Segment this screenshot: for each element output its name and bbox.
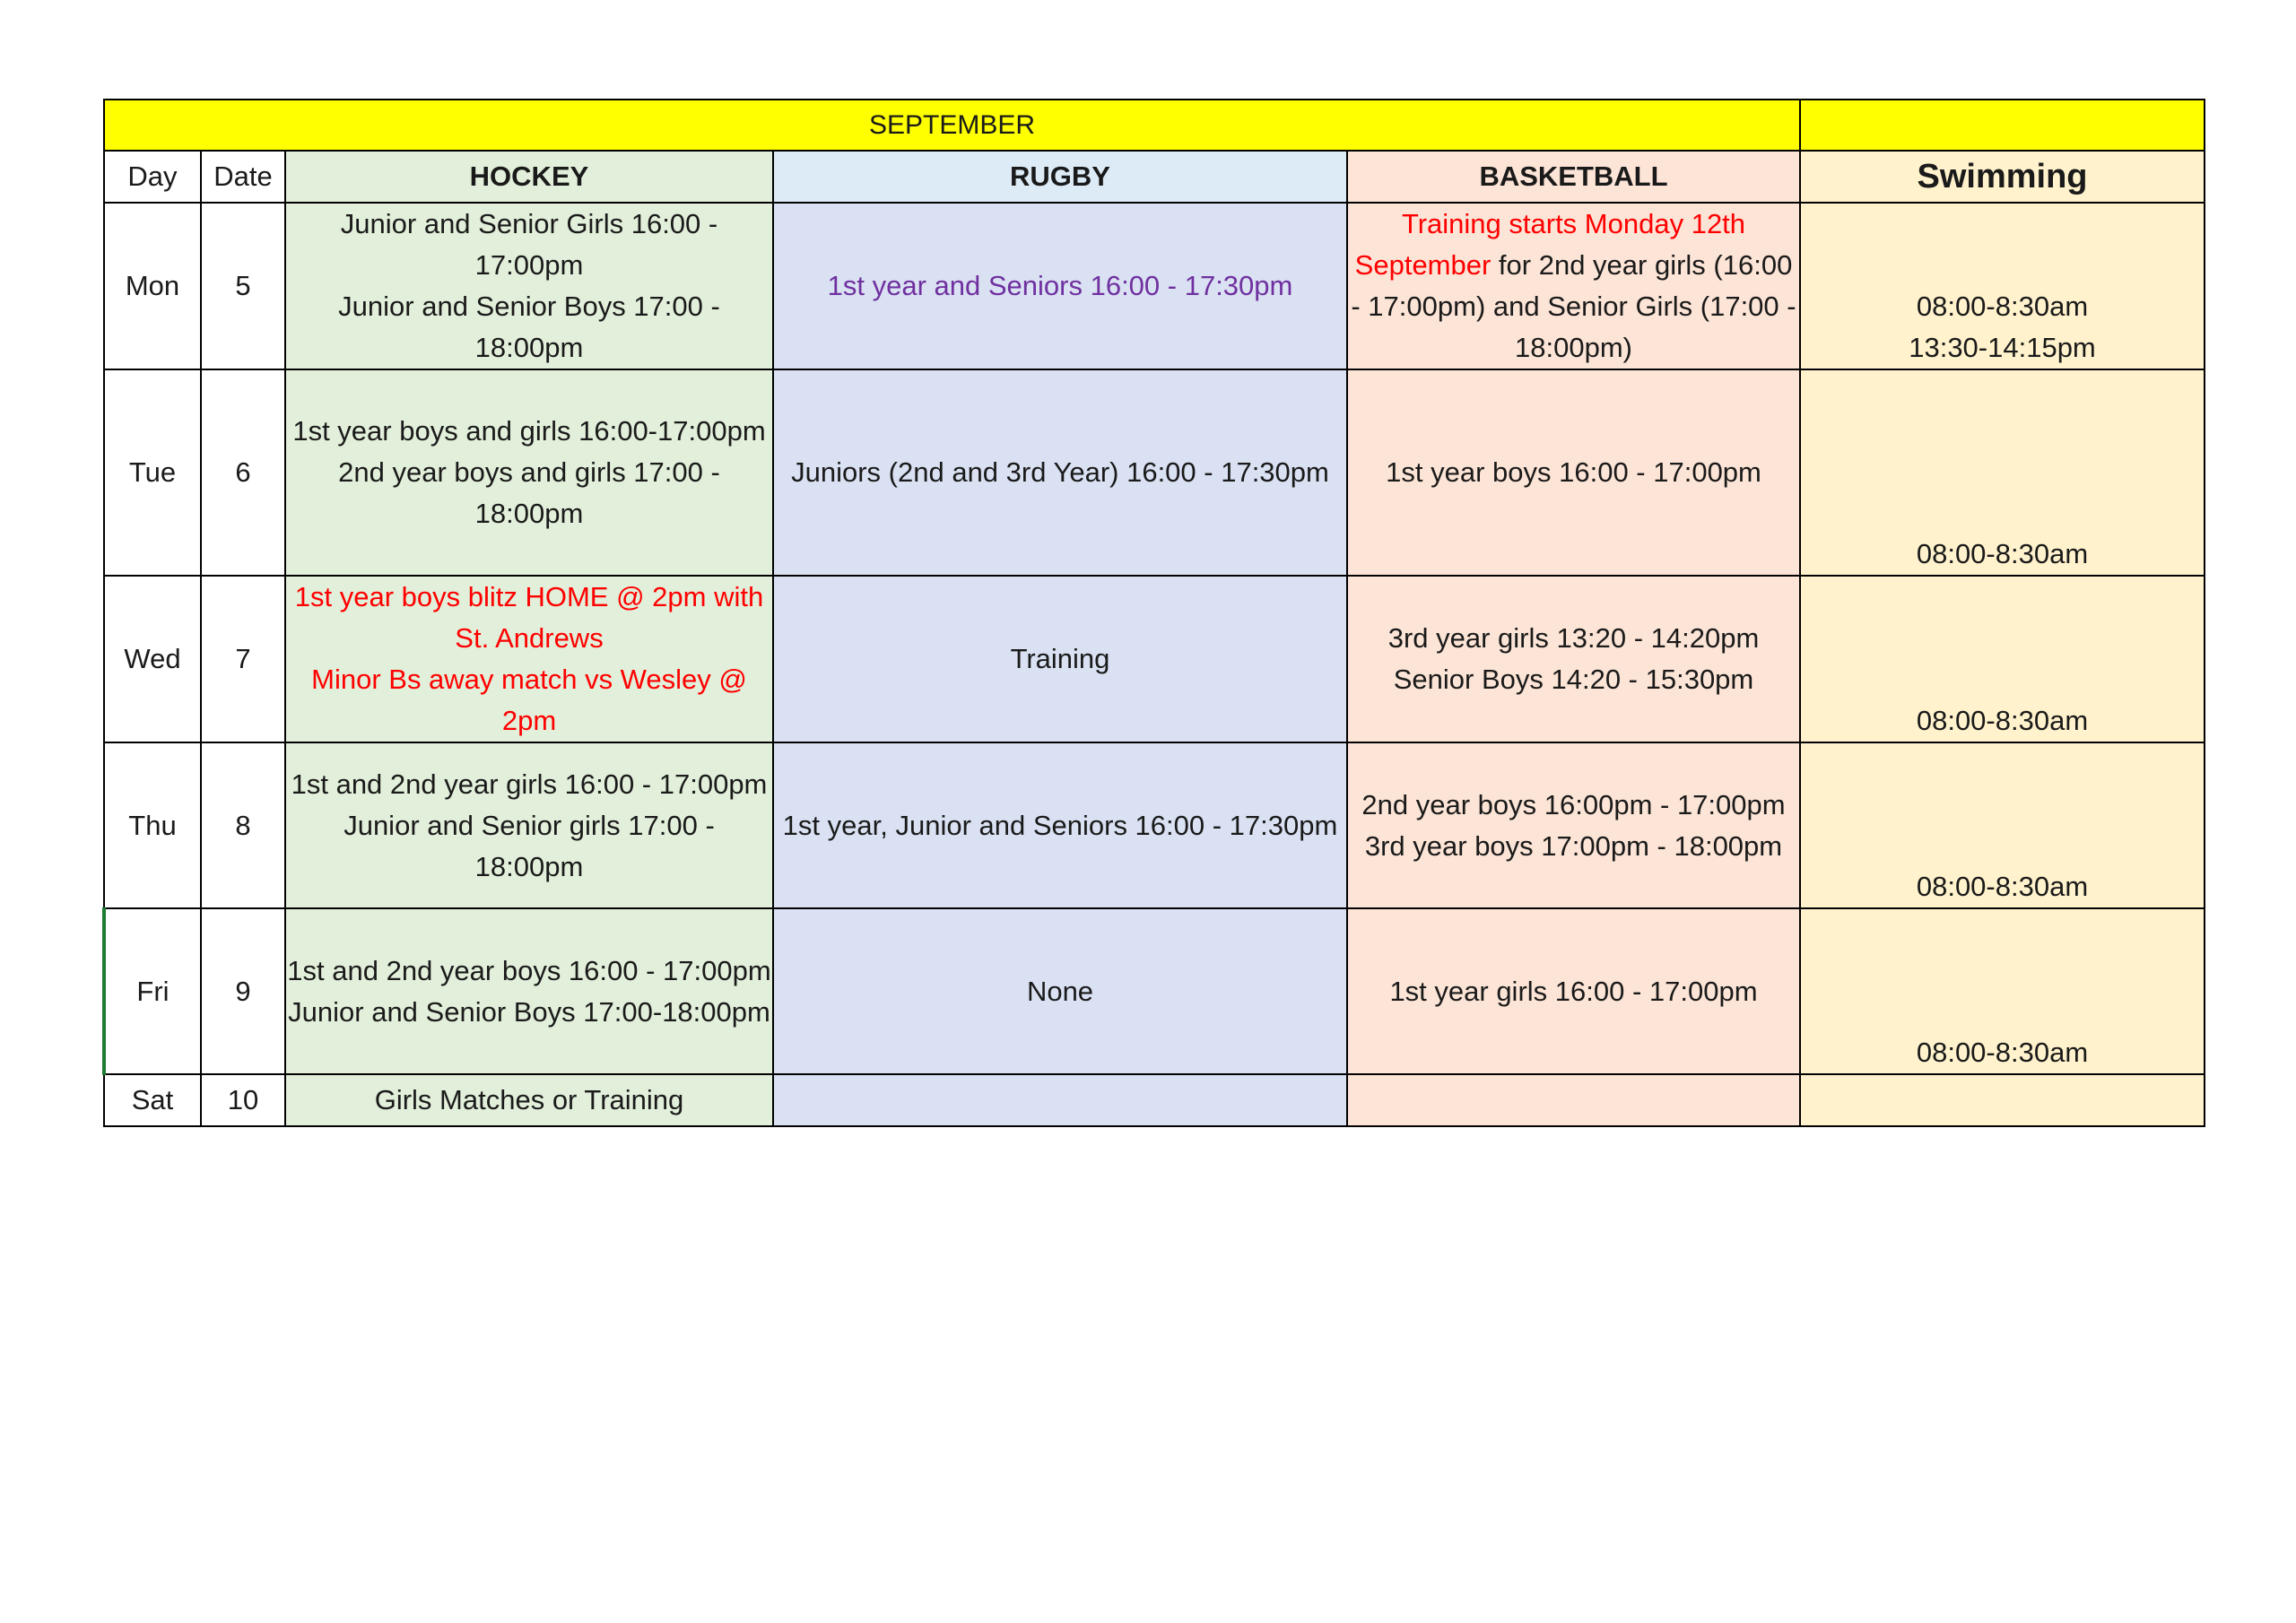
table-row <box>104 742 2205 908</box>
sports-schedule-table <box>102 99 2205 1127</box>
date-cell: 5 <box>201 203 285 369</box>
hockey-line: Junior and Senior Boys 17:00 - 18:00pm <box>338 291 720 363</box>
hockey-line: Minor Bs away match vs Wesley @ 2pm <box>311 664 747 736</box>
rugby-cell: 1st year and Seniors 16:00 - 17:30pm <box>773 203 1347 369</box>
swimming-cell <box>1800 742 2205 908</box>
basketball-cell <box>1347 576 1800 742</box>
swimming-line: 08:00-8:30am <box>1916 291 2089 322</box>
date-cell: 10 <box>201 1074 285 1126</box>
date-cell: 8 <box>201 742 285 908</box>
swimming-cell <box>1800 908 2205 1074</box>
table-row <box>104 369 2205 576</box>
month-title-blank-cell <box>1800 100 2205 151</box>
rugby-cell: Juniors (2nd and 3rd Year) 16:00 - 17:30pm <box>773 369 1347 576</box>
hockey-line: Junior and Senior Boys 17:00-18:00pm <box>288 995 770 1028</box>
day-cell: Tue <box>104 369 201 576</box>
basketball-cell: 1st year boys 16:00 - 17:00pm <box>1347 369 1800 576</box>
date-cell: 7 <box>201 576 285 742</box>
header-swimming: Swimming <box>1800 151 2205 203</box>
hockey-line: Junior and Senior Girls 16:00 - 17:00pm <box>340 208 718 281</box>
day-cell: Thu <box>104 742 201 908</box>
swimming-cell <box>1800 203 2205 369</box>
hockey-cell <box>285 576 773 742</box>
table-row <box>104 203 2205 369</box>
hockey-line: 1st and 2nd year girls 16:00 - 17:00pm <box>291 768 768 800</box>
header-rugby: RUGBY <box>773 151 1347 203</box>
day-cell: Mon <box>104 203 201 369</box>
table-row <box>104 1074 2205 1126</box>
swimming-cell <box>1800 1074 2205 1126</box>
header-basketball: BASKETBALL <box>1347 151 1800 203</box>
day-cell: Sat <box>104 1074 201 1126</box>
swimming-line: 08:00-8:30am <box>1916 538 2089 569</box>
column-header-row <box>104 151 2205 203</box>
schedule-sheet <box>102 99 2205 1127</box>
hockey-line: 2nd year boys and girls 17:00 - 18:00pm <box>338 456 720 529</box>
rugby-cell: Training <box>773 576 1347 742</box>
basketball-line: 3rd year girls 13:20 - 14:20pm <box>1387 622 1760 654</box>
hockey-cell <box>285 908 773 1074</box>
header-day: Day <box>104 151 201 203</box>
swimming-line: 08:00-8:30am <box>1916 1037 2089 1068</box>
basketball-cell <box>1347 742 1800 908</box>
day-cell: Wed <box>104 576 201 742</box>
day-cell: Fri <box>104 908 201 1074</box>
date-cell: 9 <box>201 908 285 1074</box>
swimming-line: 13:30-14:15pm <box>1909 332 2096 363</box>
hockey-line: Junior and Senior girls 17:00 - 18:00pm <box>344 809 715 882</box>
basketball-line: 2nd year boys 16:00pm - 17:00pm <box>1361 788 1786 820</box>
hockey-cell <box>285 369 773 576</box>
table-row <box>104 908 2205 1074</box>
hockey-cell: Girls Matches or Training <box>285 1074 773 1126</box>
basketball-cell: 1st year girls 16:00 - 17:00pm <box>1347 908 1800 1074</box>
hockey-line: 1st year boys blitz HOME @ 2pm with St. Andrews <box>294 581 764 654</box>
header-hockey: HOCKEY <box>285 151 773 203</box>
basketball-cell <box>1347 203 1800 369</box>
swimming-cell <box>1800 369 2205 576</box>
month-header-row <box>104 100 2205 151</box>
month-title: SEPTEMBER <box>104 100 1800 151</box>
swimming-line: 08:00-8:30am <box>1916 705 2089 736</box>
basketball-details: for 2nd year girls (16:00 - 17:00pm) and Senior Girls (17:00 - 18:00pm) <box>1351 249 1796 363</box>
rugby-cell: 1st year, Junior and Seniors 16:00 - 17:30pm <box>773 742 1347 908</box>
basketball-line: 3rd year boys 17:00pm - 18:00pm <box>1364 829 1783 862</box>
table-row <box>104 576 2205 742</box>
hockey-line: 1st year boys and girls 16:00-17:00pm <box>292 415 766 447</box>
rugby-cell: None <box>773 908 1347 1074</box>
basketball-notice: Training starts Monday 12th September <box>1354 208 1746 281</box>
hockey-line: 1st and 2nd year boys 16:00 - 17:00pm <box>287 954 771 986</box>
basketball-line: Senior Boys 14:20 - 15:30pm <box>1393 664 1754 695</box>
rugby-cell <box>773 1074 1347 1126</box>
basketball-cell <box>1347 1074 1800 1126</box>
date-cell: 6 <box>201 369 285 576</box>
swimming-line: 08:00-8:30am <box>1916 871 2089 902</box>
header-date: Date <box>201 151 285 203</box>
hockey-cell <box>285 203 773 369</box>
swimming-cell <box>1800 576 2205 742</box>
hockey-cell <box>285 742 773 908</box>
